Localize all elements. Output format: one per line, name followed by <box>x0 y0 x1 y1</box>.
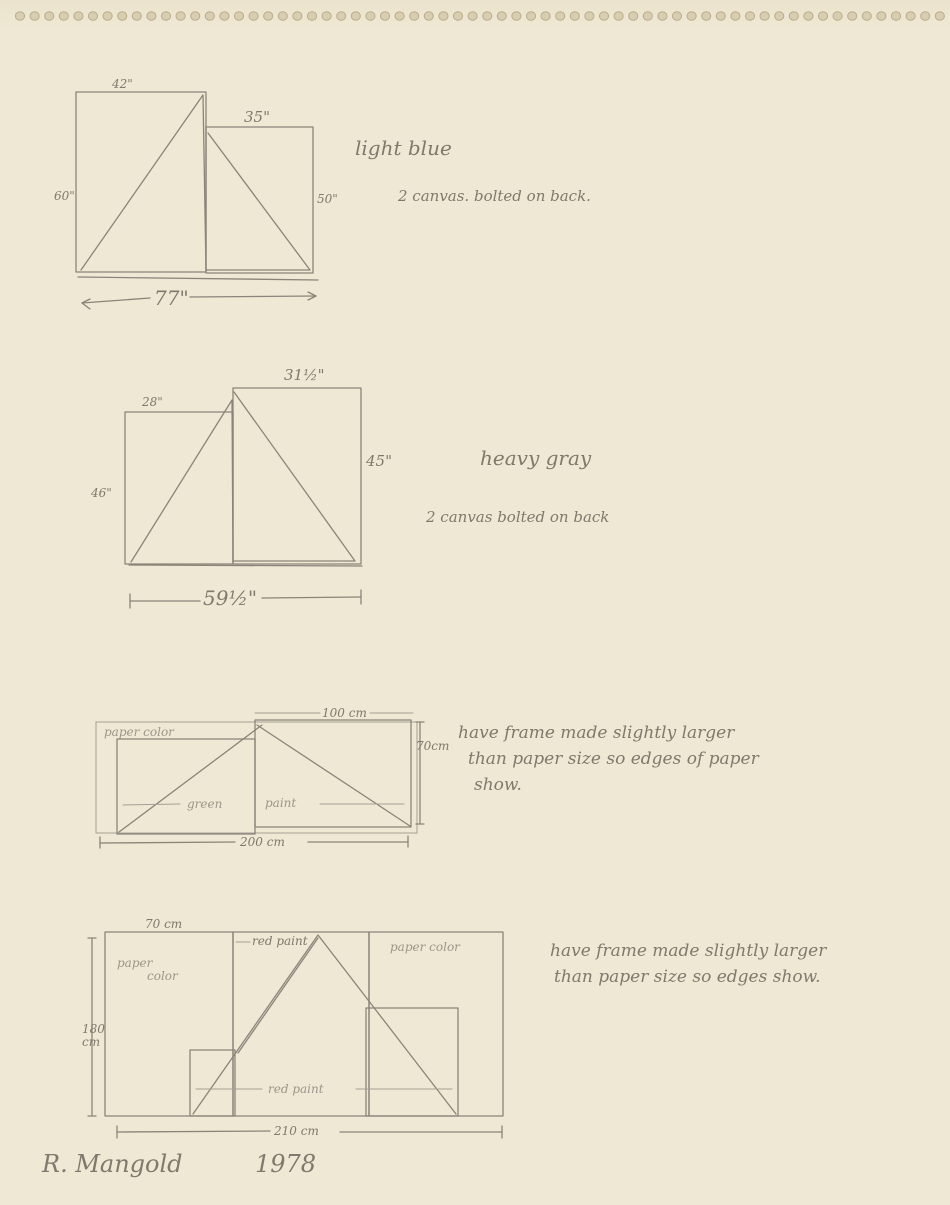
sketch-4-red-top-label: red paint <box>252 934 308 948</box>
sketch-2-note-line-1: heavy gray <box>480 446 592 470</box>
sketch-4-paper-right-label: paper color <box>390 940 460 954</box>
sketch-3-note-line-2: than paper size so edges of paper <box>468 749 759 769</box>
sketch-1-right-width-label: 35" <box>244 108 270 126</box>
sketch-2-total-label: 59½" <box>203 586 258 610</box>
sketch-4-paper-left-line-1: paper <box>117 956 153 970</box>
signature-year: 1978 <box>255 1150 317 1178</box>
sketch-4-note <box>550 938 826 990</box>
sketch-4-paper-left-line-2: color <box>147 969 178 983</box>
sketch-1-width-label: 42" <box>112 77 133 91</box>
sketch-2-right-height-label: 45" <box>366 452 392 470</box>
sketch-2-left-height-label: 46" <box>91 486 112 500</box>
sketch-2-diagram <box>125 388 362 608</box>
sketch-2-width-label: 28" <box>142 395 163 409</box>
sketch-2-right-width-label: 31½" <box>284 366 325 384</box>
sketch-1-note-line-2: 2 canvas. bolted on back. <box>398 187 591 205</box>
sketch-3-green-label: green <box>187 797 223 811</box>
sketch-1-diagram <box>76 92 318 309</box>
sketch-1-left-height-label: 60" <box>54 189 75 203</box>
sketch-4-red-bottom-label: red paint <box>268 1082 324 1096</box>
sketch-3-paper-label: paper color <box>104 725 174 739</box>
sketch-4-total-label: 210 cm <box>274 1124 319 1138</box>
sketch-4-height-label-line-1: 180 <box>82 1022 105 1036</box>
sketch-3-width-label: 100 cm <box>322 706 367 720</box>
sketch-3-note-line-1: have frame made slightly larger <box>458 723 735 743</box>
sketch-3-height-label: 70cm <box>416 739 450 753</box>
sketch-3-note <box>458 720 759 798</box>
sketch-2-note-line-2: 2 canvas bolted on back <box>426 508 610 526</box>
sketch-3-paint-label: paint <box>265 796 297 810</box>
sketch-1-right-height-label: 50" <box>317 192 338 206</box>
sketch-3-note-line-3: show. <box>474 775 522 795</box>
sketch-4-height-label-line-2: cm <box>82 1035 101 1049</box>
artist-signature: R. Mangold <box>42 1150 183 1178</box>
sketch-3-total-label: 200 cm <box>240 835 285 849</box>
sketch-4-width-label: 70 cm <box>145 917 183 931</box>
sketch-1-total-label: 77" <box>154 286 189 310</box>
sketch-4-note-line-2: than paper size so edges show. <box>554 967 821 987</box>
sketch-4-note-line-1: have frame made slightly larger <box>550 941 827 961</box>
sketch-1-note-line-1: light blue <box>355 136 452 160</box>
